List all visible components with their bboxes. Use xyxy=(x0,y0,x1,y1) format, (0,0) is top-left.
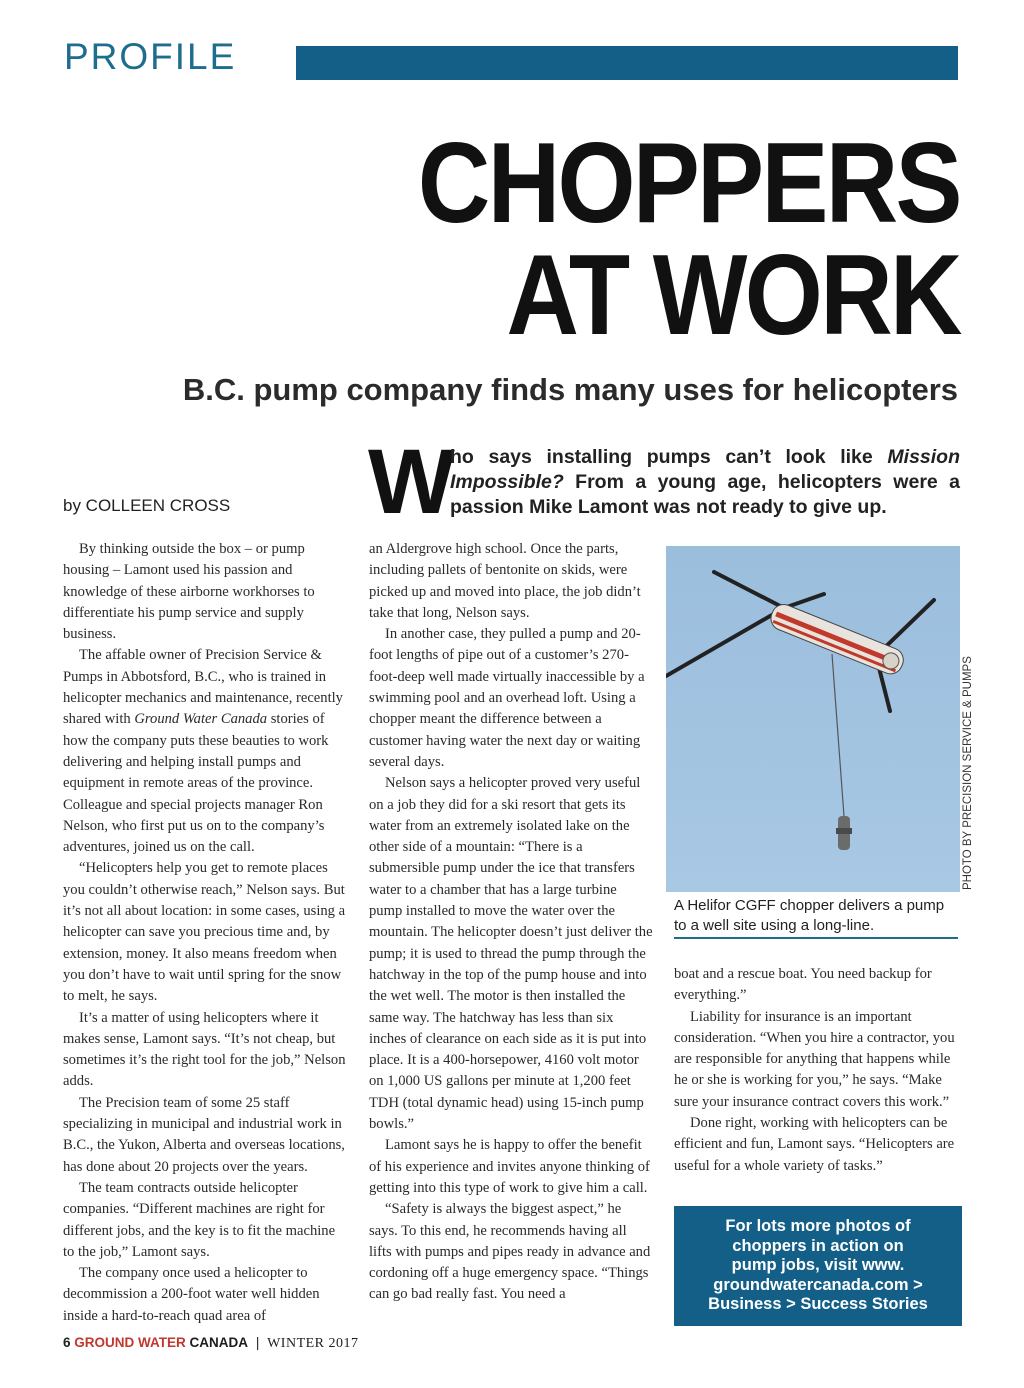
page-number: 6 xyxy=(63,1335,71,1350)
promo-line: For lots more photos of xyxy=(725,1217,911,1235)
lede-paragraph xyxy=(450,445,960,520)
magazine-name: GROUND WATER xyxy=(74,1335,186,1350)
photo-caption: A Helifor CGFF chopper delivers a pump to a well site using a long-line. xyxy=(674,897,945,934)
magazine-name-italic: Ground Water Canada xyxy=(134,711,268,728)
photo-credit: PHOTO BY PRECISION SERVICE & PUMPS xyxy=(962,656,974,890)
drop-cap: W xyxy=(368,431,455,533)
lede-text-end: From a young age, helicopters were a passion Mike Lamont was not ready to give up. xyxy=(450,471,960,518)
promo-link[interactable]: Business > Success Stories xyxy=(708,1295,928,1314)
body-paragraph: “Safety is always the biggest aspect,” he says. To this end, he recommends having all lifts with pumps and pipes ready in advance and cordoning off a huge emergency space. “Things can go bad really fast. You need a xyxy=(369,1201,651,1303)
helicopter-photo xyxy=(666,546,960,892)
body-paragraph: boat and a rescue boat. You need backup for everything.” xyxy=(674,966,932,1004)
body-paragraph: “Helicopters help you get to remote places you couldn’t otherwise reach,” Nelson says. But it’s not all about location: in some cases, using a helicopter can save you precious time and, by extension, money. It also means freedom when you don’t have to wait until spring for the snow to melt, he says. xyxy=(63,860,346,1005)
body-paragraph: By thinking outside the box – or pump housing – Lamont used his passion and knowledge of these airborne workhorses to differentiate his pump service and supply business. xyxy=(63,541,315,643)
promo-line: choppers in action on xyxy=(732,1236,904,1255)
body-paragraph: The team contracts outside helicopter companies. “Different machines are right for different jobs, and the key is to fit the machine to the job,” Lamont says. xyxy=(63,1179,336,1260)
page-footer xyxy=(63,1335,359,1352)
magazine-name-suffix: CANADA xyxy=(189,1335,249,1350)
body-column-3 xyxy=(674,964,958,1177)
body-paragraph: Done right, working with helicopters can be efficient and fun, Lamont says. “Helicopters are useful for a whole variety of tasks.” xyxy=(674,1115,955,1174)
helicopter-illustration xyxy=(666,546,960,892)
body-column-2 xyxy=(369,539,653,1306)
lede-italic-title: Mission Impossible? xyxy=(450,446,960,493)
headline-line-1: CHOPPERS xyxy=(418,120,960,247)
subheadline: B.C. pump company finds many uses for helicopters xyxy=(182,372,958,407)
byline: by COLLEEN CROSS xyxy=(63,496,231,515)
body-paragraph: In another case, they pulled a pump and 20-foot lengths of pipe out of a customer’s 270-foot-deep well made virtually inaccessible by a swimming pool and an overhead loft. Using a chopper meant the difference between a customer having water the next day or waiting several days. xyxy=(369,626,645,770)
body-column-1 xyxy=(63,539,347,1327)
body-paragraph xyxy=(63,645,347,858)
promo-link[interactable]: groundwatercanada.com > xyxy=(713,1275,923,1294)
headline-line-2: AT WORK xyxy=(506,232,960,359)
section-label: PROFILE xyxy=(64,36,237,77)
headline xyxy=(418,120,960,359)
body-paragraph: The company once used a helicopter to decommission a 200-foot water well hidden inside a hard-to-reach quad area of xyxy=(63,1265,320,1324)
paragraph-text: The affable owner of Precision Service & Pumps in Abbotsford, B.C., who is trained in helicopter mechanics and maintenance, recently shared with xyxy=(63,647,343,728)
body-paragraph: an Aldergrove high school. Once the parts, including pallets of bentonite on skids, were picked up and moved into place, the job didn’t take that long, Nelson says. xyxy=(369,541,641,621)
section-header-bar xyxy=(296,46,958,80)
lede-text-start: ho says installing pumps can’t look like xyxy=(450,446,888,468)
paragraph-text: stories of how the company puts these beauties to work delivering and helping install pumps and equipment in remote areas of the province. Colleague and special projects manager Ron Nelson, who first put us on to the company’s adventures, joined us on the call. xyxy=(63,711,329,856)
promo-line: pump jobs, visit www. xyxy=(731,1256,905,1275)
body-paragraph: Nelson says a helicopter proved very useful on a job they did for a ski resort that gets its water from an extremely isolated lake on the other side of a mountain: “There is a submersible pump under the ice that transfers water to a chamber that has a large turbine pump installed to move the water over the mountain. The helicopter doesn’t just deliver the pump; it is used to thread the pump through the hatchway in the top of the pump house and into the wet well. The motor is then installed the same way. The hatchway has less than six inches of clearance on each side as it is put into place. It is a 400-horsepower, 4160 volt motor on 1,000 US gallons per minute at 1,200 feet TDH (total dynamic head) using 15-inch pump bowls.” xyxy=(369,775,653,1133)
body-paragraph: Liability for insurance is an important consideration. “When you hire a contractor, you are responsible for anything that happens while he or she is working for you,” he says. “Make sure your insurance contract covers this work.” xyxy=(674,1008,955,1110)
issue-date: WINTER 2017 xyxy=(267,1336,359,1351)
caption-divider xyxy=(674,937,958,939)
promo-box[interactable] xyxy=(674,1206,962,1326)
body-paragraph: It’s a matter of using helicopters where it makes sense, Lamont says. “It’s not cheap, but sometimes it’s the right tool for the job,” Nelson adds. xyxy=(63,1009,346,1090)
body-paragraph: The Precision team of some 25 staff specializing in municipal and industrial work in B.C., the Yukon, Alberta and overseas locations, has done about 20 projects over the years. xyxy=(63,1094,345,1175)
footer-separator: | xyxy=(255,1335,260,1350)
body-paragraph: Lamont says he is happy to offer the benefit of his experience and invites anyone thinking of getting into this type of work to give him a call. xyxy=(369,1137,650,1196)
